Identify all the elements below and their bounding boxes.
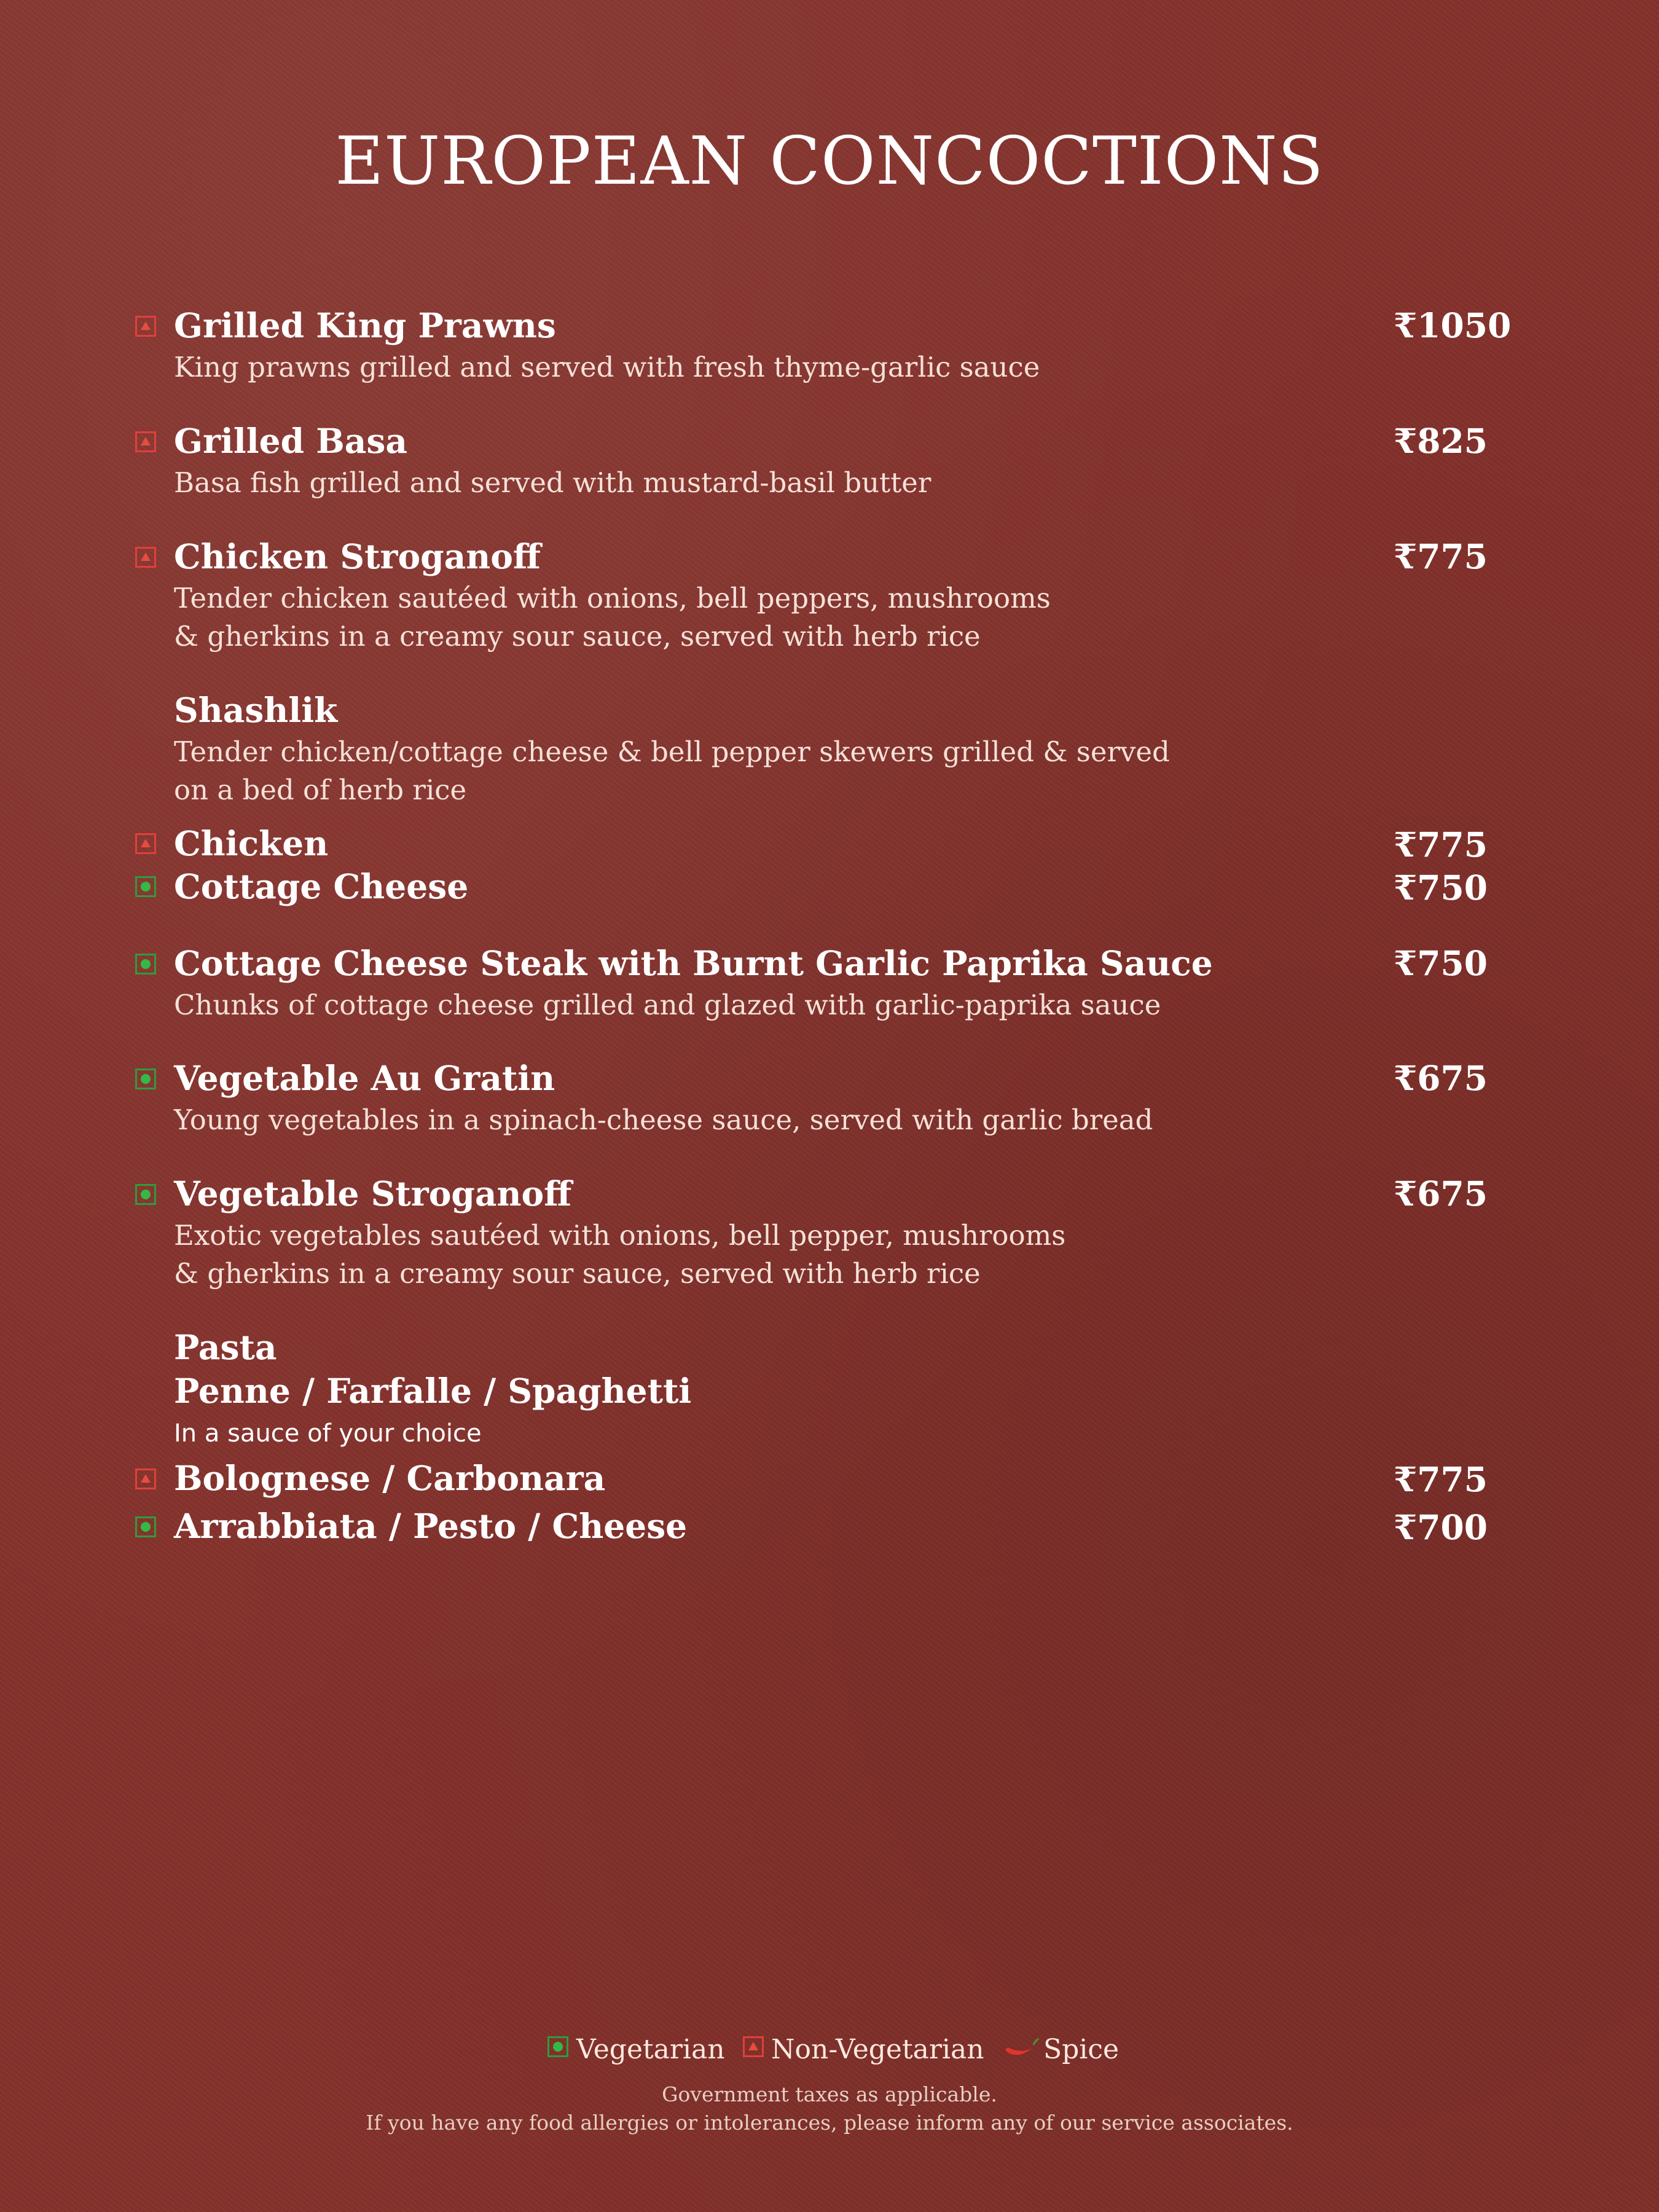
footer-allergy-note: If you have any food allergies or intolerances, please inform any of our service associates. [366,2111,1293,2135]
legend-spice: Spice [1043,2034,1120,2065]
item-name-vegetable-au-gratin: Vegetable Au Gratin [174,1058,555,1098]
vegetarian-icon [135,1184,156,1205]
legend-vegetarian: Vegetarian [576,2034,725,2065]
vegetarian-icon [135,1516,156,1537]
item-price: ₹750 [1394,943,1488,983]
spice-chili-icon [1003,2035,1040,2060]
vegetarian-icon [135,876,156,897]
item-description: Basa fish grilled and served with mustard-basil butter [174,466,931,499]
item-price: ₹675 [1394,1174,1488,1214]
item-price: ₹675 [1394,1058,1488,1098]
non-vegetarian-icon [135,833,156,854]
item-name-shashlik: Shashlik [174,690,338,730]
vegetarian-icon [135,1069,156,1089]
vegetarian-icon [135,954,156,975]
item-price: ₹775 [1394,536,1488,576]
variant-price: ₹775 [1394,1459,1488,1499]
item-note: In a sauce of your choice [174,1419,482,1448]
item-name-pasta: Pasta [174,1327,277,1367]
variant-price: ₹700 [1394,1507,1488,1547]
item-description: King prawns grilled and served with fresh thyme-garlic sauce [174,351,1040,383]
legend [0,2034,1659,2065]
item-name-chicken-stroganoff: Chicken Stroganoff [174,536,541,576]
item-description-line-1: Exotic vegetables sautéed with onions, bell pepper, mushrooms [174,1219,1066,1252]
item-name-cottage-cheese-steak: Cottage Cheese Steak with Burnt Garlic Paprika Sauce [174,943,1213,983]
variant-name-arrabbiata-pesto-cheese: Arrabbiata / Pesto / Cheese [174,1506,688,1546]
non-vegetarian-icon [135,1469,156,1489]
variant-price: ₹750 [1394,868,1488,908]
item-subtitle-pasta-shapes: Penne / Farfalle / Spaghetti [174,1371,692,1411]
variant-name-bolognese-carbonara: Bolognese / Carbonara [174,1458,606,1498]
variant-name-cottage-cheese: Cottage Cheese [174,866,469,906]
item-name-grilled-basa: Grilled Basa [174,421,407,461]
item-description-line-2: & gherkins in a creamy sour sauce, served with herb rice [174,620,981,653]
item-name-vegetable-stroganoff: Vegetable Stroganoff [174,1174,572,1214]
non-vegetarian-icon [135,431,156,452]
item-name-grilled-king-prawns: Grilled King Prawns [174,305,556,345]
footer-taxes-note: Government taxes as applicable. [662,2082,997,2106]
non-vegetarian-icon [135,547,156,568]
non-vegetarian-icon [743,2036,764,2057]
vegetarian-icon [547,2036,568,2057]
variant-price: ₹775 [1394,825,1488,865]
item-description-line-2: on a bed of herb rice [174,774,467,806]
item-price: ₹825 [1394,421,1488,461]
variant-name-chicken: Chicken [174,823,329,863]
item-price: ₹1050 [1394,305,1512,345]
item-description: Chunks of cottage cheese grilled and glazed with garlic-paprika sauce [174,989,1161,1021]
item-description: Young vegetables in a spinach-cheese sauce, served with garlic bread [174,1104,1153,1136]
page-title: EUROPEAN CONCOCTIONS [335,123,1324,200]
item-description-line-1: Tender chicken sautéed with onions, bell peppers, mushrooms [174,582,1051,614]
non-vegetarian-icon [135,316,156,337]
legend-non-vegetarian: Non-Vegetarian [771,2034,984,2065]
item-description-line-2: & gherkins in a creamy sour sauce, served with herb rice [174,1257,981,1290]
item-description-line-1: Tender chicken/cottage cheese & bell pepper skewers grilled & served [174,735,1170,768]
